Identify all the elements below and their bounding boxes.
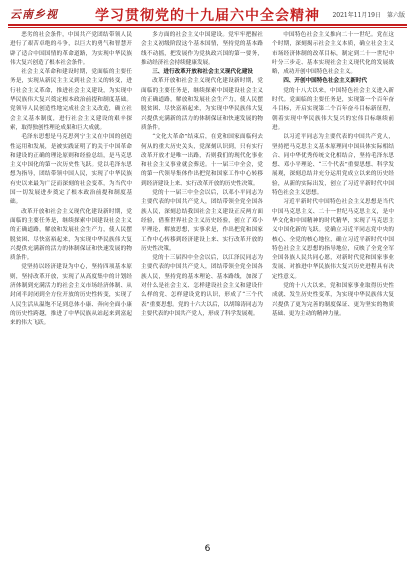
article-columns (10, 31, 405, 539)
paragraph: 党的十八大以来，中国特色社会主义进入新时代。党面临的主要任务是，实现第一个百年奋斗目标，开启实现第二个百年奋斗目标新征程，朝着实现中华民族伟大复兴的宏伟目标继续前进。 (272, 87, 394, 131)
page-number: 6 (204, 544, 211, 554)
paragraph: 多方面的社会主义中国建设。党牢牢把握社会主义初级阶段这个基本国情，坚持党的基本路线不动摇，把发展作为党执政兴国的第一要务，推动经济社会持续健康发展。 (141, 32, 263, 66)
masthead-rule-thick (8, 24, 407, 26)
column-middle (141, 31, 263, 539)
paragraph: 毛泽东思想是马克思列宁主义在中国的创造性运用和发展，是被实践证明了的关于中国革命和建设的正确的理论原则和经验总结，是马克思主义中国化的第一次历史性飞跃。党以毛泽东思想为指导，团结带领中国人民，实现了中华民族有史以来最为广泛而深刻的社会变革，为当代中国一切发展进步奠定了根本政治前提和制度基础。 (10, 134, 132, 206)
page-title: 学习贯彻党的十九届六中全会精神 (95, 8, 320, 24)
paragraph: 党的十三届四中全会以后，以江泽民同志为主要代表的中国共产党人，团结带领全党全国各族人民，坚持党的基本理论、基本路线，加深了对什么是社会主义、怎样建设社会主义和建设什么样的党、怎样建设党的认识，形成了“三个代表”重要思想。党的十六大以后，以胡锦涛同志为主要代表的中国共产党人，形成了科学发展观。 (141, 255, 263, 317)
paragraph: 党的十八大以来，党和国家事业取得历史性成就、发生历史性变革，为实现中华民族伟大复兴提供了更为完善的制度保证、更为坚实的物质基础、更为主动的精神力量。 (272, 283, 394, 317)
paragraph: 习近平新时代中国特色社会主义思想是当代中国马克思主义、二十一世纪马克思主义，是中华文化和中国精神的时代精华，实现了马克思主义中国化新的飞跃。党确立习近平同志党中央的核心、全党的核心地位，确立习近平新时代中国特色社会主义思想的指导地位，反映了全党全军全国各族人民共同心愿，对新时代党和国家事业发展、对推进中华民族伟大复兴历史进程具有决定性意义。 (272, 199, 394, 280)
masthead-rule-thin (8, 27, 407, 28)
paragraph: 中国特色社会主义推向二十一世纪。党在这个时期，深刻揭示社会主义本质，确立社会主义市场经济体制的改革目标，制定到二十一世纪中叶分三步走、基本实现社会主义现代化的发展战略，成功开创中国特色社会主义。 (272, 32, 394, 76)
masthead (8, 4, 407, 26)
paragraph: 党的十一届三中全会以后，以邓小平同志为主要代表的中国共产党人，团结带领全党全国各族人民，深刻总结我国社会主义建设正反两方面经验，借鉴世界社会主义历史经验，创立了邓小平理论，解放思想，实事求是，作出把党和国家工作中心转移到经济建设上来、实行改革开放的历史性决策。 (141, 190, 263, 252)
issue-date: 2021年11月19日 第六版 (332, 12, 405, 19)
publication-name: 云南乡视 (10, 8, 58, 21)
paragraph: “文化大革命”结束后，在党和国家面临何去何从的重大历史关头，党深刻认识到，只有实行改革开放才是唯一出路，否则我们的现代化事业和社会主义事业就会葬送。十一届三中全会，党的第一代领导集体作出把党和国家工作中心转移到经济建设上来、实行改革开放的历史性决策。 (141, 134, 263, 187)
paragraph: 社会主义革命和建设时期，党面临的主要任务是，实现从新民主主义到社会主义的转变，进行社会主义革命，推进社会主义建设，为实现中华民族伟大复兴奠定根本政治前提和制度基础。党领导人民创造性地完成社会主义改造，确立社会主义基本制度，进行社会主义建设的艰辛探索，取得独创性理论成果和巨大成就。 (10, 69, 132, 131)
paragraph: 以习近平同志为主要代表的中国共产党人，坚持把马克思主义基本原理同中国具体实际相结合、同中华优秀传统文化相结合，坚持毛泽东思想、邓小平理论、“三个代表”重要思想、科学发展观，深刻总结并充分运用党成立以来的历史经验，从新的实际出发，创立了习近平新时代中国特色社会主义思想。 (272, 134, 394, 197)
paragraph: 党坚持以经济建设为中心，坚持四项基本原则，坚持改革开放，实现了从高度集中的计划经济体制到充满活力的社会主义市场经济体制、从封闭半封闭到全方位开放的历史性转变，实现了人民生活从温饱不足到总体小康、奔向全面小康的历史性跨越，推进了中华民族从站起来到富起来的伟大飞跃。 (10, 264, 132, 327)
column-left (10, 31, 132, 539)
column-right (272, 31, 394, 539)
paragraph: 恶劣的社会条件，中国共产党团结带领人民进行了艰苦卓绝的斗争，以巨大的勇气和智慧开辟了适合中国国情的革命道路，为实现中华民族伟大复兴创造了根本社会条件。 (10, 32, 132, 66)
section-heading: 四、开创中国特色社会主义新时代 (283, 78, 368, 85)
section-heading: 三、进行改革开放和社会主义现代化建设 (152, 69, 253, 76)
paragraph: 改革开放和社会主义现代化建设新时期，党面临的主要任务是，继续探索中国建设社会主义的正确道路，解放和发展社会生产力，使人民摆脱贫困、尽快富裕起来，为实现中华民族伟大复兴提供充满新的活力的体制保证和快速发展的物质条件。 (141, 78, 263, 131)
paragraph: 改革开放和社会主义现代化建设新时期，党面临的主要任务是，继续探索中国建设社会主义的正确道路，解放和发展社会生产力，使人民摆脱贫困、尽快富裕起来，为实现中华民族伟大复兴提供充满新的活力的体制保证和快速发展的物质条件。 (10, 208, 132, 262)
